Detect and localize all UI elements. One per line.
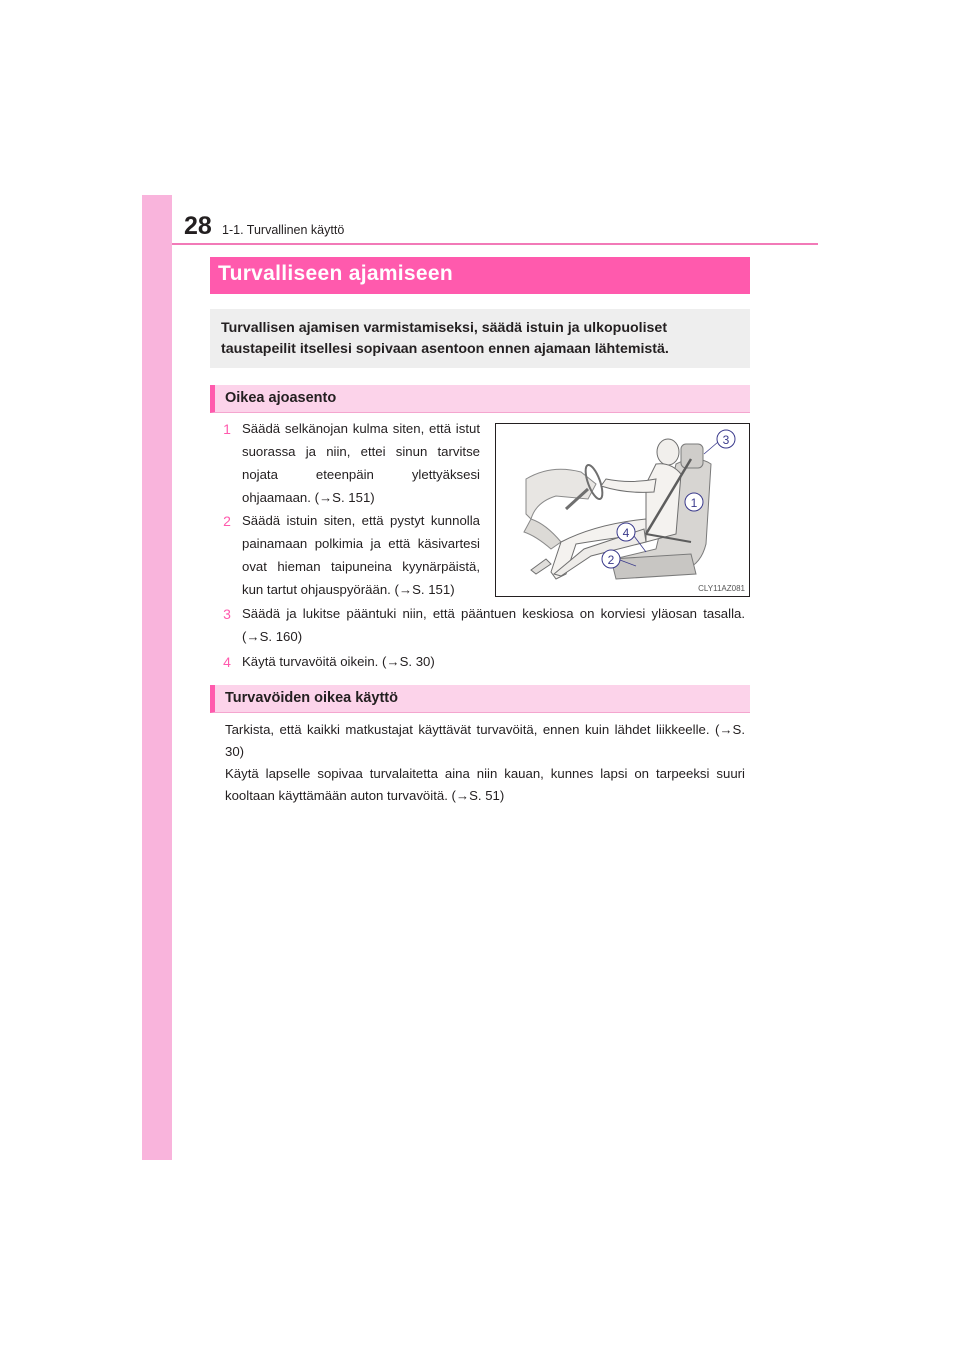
section-title: Oikea ajoasento	[225, 390, 337, 406]
page-number: 28	[184, 212, 212, 240]
step-number: 3	[223, 606, 231, 622]
main-title-bar	[210, 257, 750, 294]
intro-text: Turvallisen ajamisen varmistamiseksi, säädä istuin ja ulkopuoliset taustapeilit itsellesi sopivaan asentoon ennen ajamaan lähtemistä.	[221, 320, 669, 357]
svg-text:3: 3	[722, 433, 730, 447]
step-number: 2	[223, 513, 231, 529]
intro-box	[210, 309, 750, 368]
callout-1	[685, 493, 703, 511]
section-title: Turvavöiden oikea käyttö	[225, 690, 398, 706]
driving-position-illustration	[495, 423, 750, 597]
step-number: 4	[223, 654, 231, 670]
step-text: Säädä istuin siten, että pystyt kunnolla painamaan polkimia ja että käsivartesi ovat hieman taipuneina kyynärpäistä, kun tartut ohjauspyörään. (→S. 151)	[242, 513, 480, 597]
header-divider	[172, 243, 818, 245]
step-text: Säädä ja lukitse pääntuki niin, että pääntuen keskiosa on korviesi yläosan tasalla. (→S. 160)	[242, 606, 745, 644]
body-paragraph: Tarkista, että kaikki matkustajat käyttävät turvavöitä, ennen kuin lähdet liikkeelle. (→S. 30)	[225, 722, 745, 759]
section-heading-seatbelt-use	[210, 685, 750, 713]
callout-3	[704, 430, 735, 454]
svg-text:1: 1	[690, 496, 698, 510]
body-paragraph: Käytä lapselle sopivaa turvalaitetta aina niin kauan, kunnes lapsi on tarpeeksi suuri kooltaan käyttämään auton turvavöitä. (→S. 51)	[225, 766, 745, 803]
step-text: Käytä turvavöitä oikein. (→S. 30)	[242, 654, 435, 669]
section-heading-driving-position	[210, 385, 750, 413]
seated-driver-illustration	[496, 424, 750, 597]
svg-text:2: 2	[607, 553, 615, 567]
side-tab-band	[142, 195, 172, 1160]
chapter-label: 1-1. Turvallinen käyttö	[222, 223, 345, 237]
step-number: 1	[223, 421, 231, 437]
figure-code: CLY11AZ081	[698, 584, 745, 593]
step-text: Säädä selkänojan kulma siten, että istut suorassa ja niin, ettei sinun tarvitse nojata eteenpäin ylettyäksesi ohjaamaan. (→S. 151)	[242, 421, 480, 505]
svg-text:4: 4	[622, 526, 630, 540]
main-title: Turvalliseen ajamiseen	[218, 262, 453, 285]
